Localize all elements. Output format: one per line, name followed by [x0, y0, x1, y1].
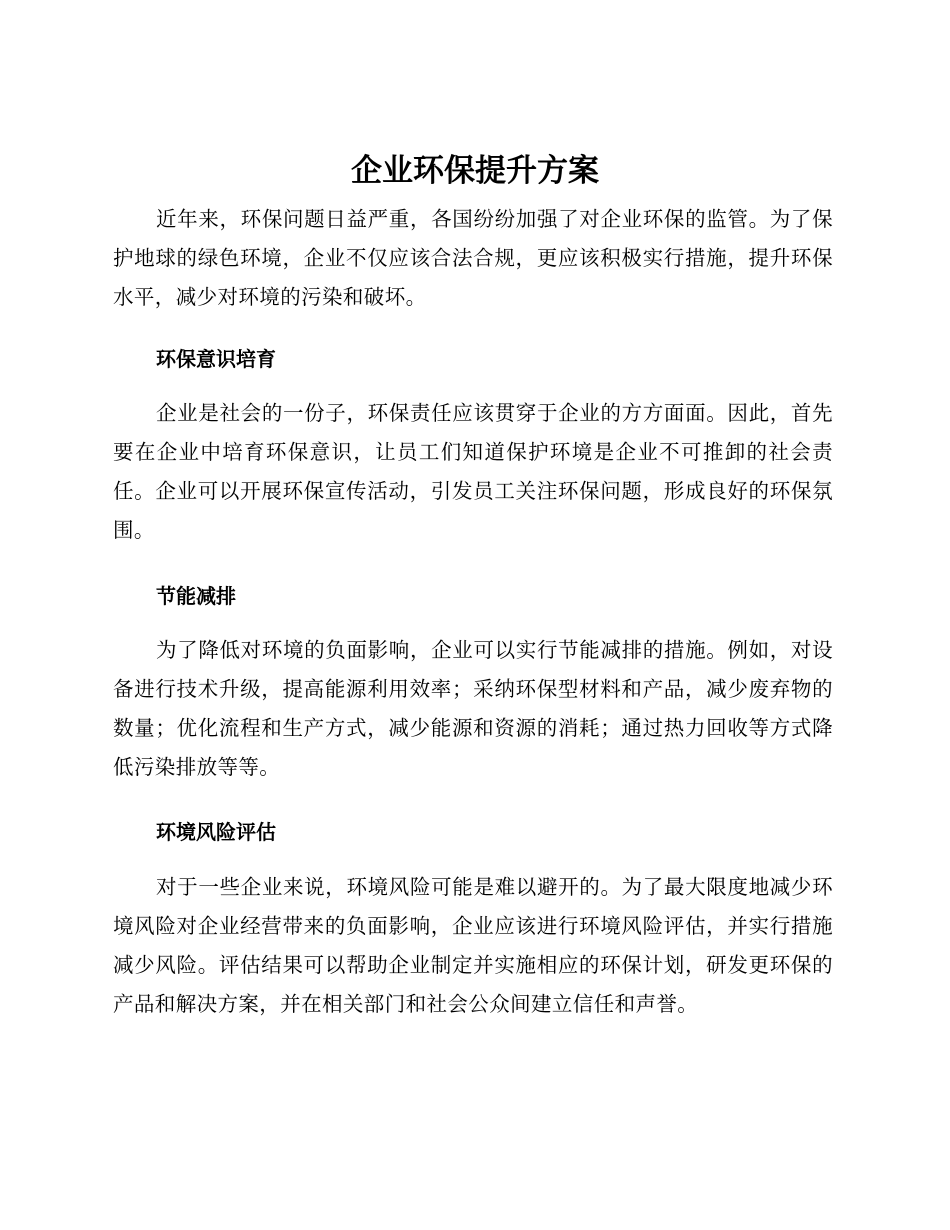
- document-title: 企业环保提升方案: [351, 153, 599, 189]
- intro-paragraph: 近年来，环保问题日益严重，各国纷纷加强了对企业环保的监管。为了保护地球的绿色环境，企业不仅应该合法合规，更应该积极实行措施，提升环保水平，减少对环境的污染和破坏。: [113, 207, 833, 309]
- section-body-energy: 为了降低对环境的负面影响，企业可以实行节能减排的措施。例如，对设备进行技术升级，提高能源利用效率；采纳环保型材料和产品，减少废弃物的数量；优化流程和生产方式，减少能源和资源的消耗；通过热力回收等方式降低污染排放等等。: [113, 638, 833, 779]
- section-heading-risk: 环境风险评估: [156, 820, 276, 844]
- section-heading-awareness: 环保意识培育: [156, 347, 276, 371]
- section-body-awareness: 企业是社会的一份子，环保责任应该贯穿于企业的方方面面。因此，首先要在企业中培育环保意识，让员工们知道保护环境是企业不可推卸的社会责任。企业可以开展环保宣传活动，引发员工关注环保问题，形成良好的环保氛围。: [113, 401, 833, 542]
- section-body-risk: 对于一些企业来说，环境风险可能是难以避开的。为了最大限度地减少环境风险对企业经营带来的负面影响，企业应该进行环境风险评估，并实行措施减少风险。评估结果可以帮助企业制定并实施相应的环保计划，研发更环保的产品和解决方案，并在相关部门和社会公众间建立信任和声誉。: [113, 875, 833, 1016]
- section-heading-energy: 节能减排: [156, 584, 236, 608]
